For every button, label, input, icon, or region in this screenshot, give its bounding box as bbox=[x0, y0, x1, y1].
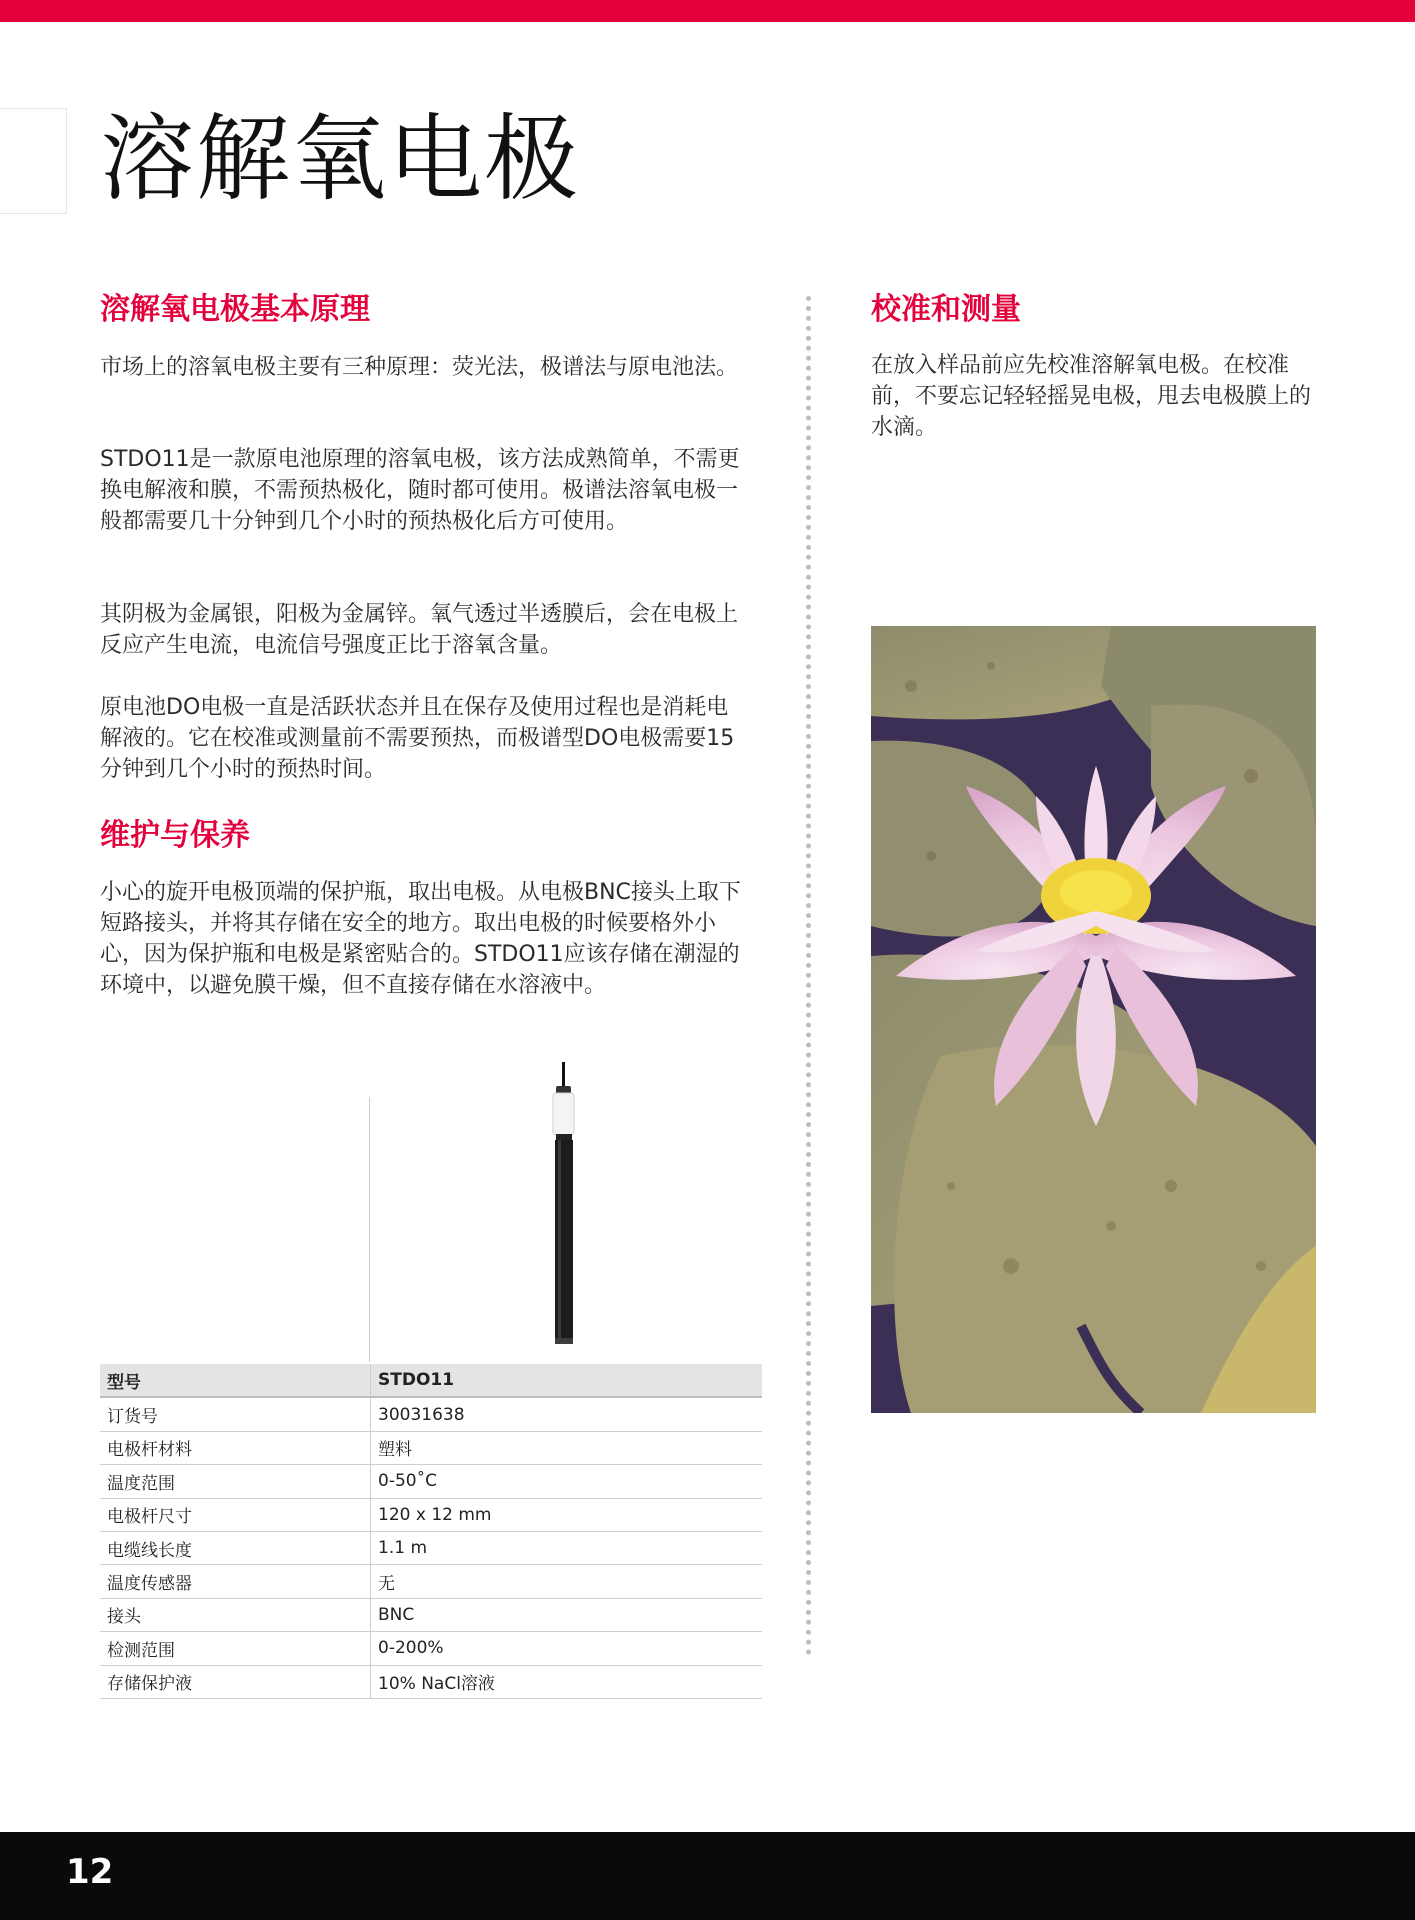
principle-paragraph-4: 原电池DO电极一直是活跃状态并且在保存及使用过程也是消耗电解液的。它在校准或测量前不需要预热，而极谱型DO电极需要15分钟到几个小时的预热时间。 bbox=[100, 695, 735, 782]
electrode-product-image bbox=[100, 1060, 762, 1362]
spec-value: 30031638 bbox=[371, 1397, 763, 1431]
spec-label: 接头 bbox=[100, 1598, 371, 1631]
spec-value: 塑料 bbox=[371, 1431, 763, 1464]
table-row bbox=[100, 1431, 762, 1464]
spec-value: 0-200% bbox=[371, 1632, 763, 1665]
table-row bbox=[100, 1565, 762, 1598]
page-number: 12 bbox=[66, 1852, 114, 1892]
table-row bbox=[100, 1632, 762, 1665]
spec-label: 电极杆材料 bbox=[100, 1431, 371, 1464]
spec-value: 0-50˚C bbox=[371, 1465, 763, 1498]
spec-table bbox=[100, 1364, 762, 1699]
spec-label: 检测范围 bbox=[100, 1632, 371, 1665]
principle-paragraph-1: 市场上的溶氧电极主要有三种原理：荧光法，极谱法与原电池法。 bbox=[100, 355, 739, 380]
spec-header-label: 型号 bbox=[100, 1364, 371, 1397]
spec-value: 10% NaCl溶液 bbox=[371, 1665, 763, 1698]
spec-table-header bbox=[100, 1364, 762, 1397]
water-lily-photo bbox=[871, 626, 1316, 1413]
table-row bbox=[100, 1531, 762, 1564]
table-row bbox=[100, 1498, 762, 1531]
table-row bbox=[100, 1465, 762, 1498]
spec-value: 1.1 m bbox=[371, 1531, 763, 1564]
maintenance-paragraph: 小心的旋开电极顶端的保护瓶，取出电极。从电极BNC接头上取下短路接头，并将其存储在安全的地方。取出电极的时候要格外小心，因为保护瓶和电极是紧密贴合的。STDO11应该存储在潮湿的环境中，以避免膜干燥，但不直接存储在水溶液中。 bbox=[100, 880, 741, 998]
table-row bbox=[100, 1598, 762, 1631]
principle-paragraph-3: 其阴极为金属银，阳极为金属锌。氧气透过半透膜后，会在电极上反应产生电流，电流信号强度正比于溶氧含量。 bbox=[100, 602, 739, 658]
spec-label: 电极杆尺寸 bbox=[100, 1498, 371, 1531]
calibration-heading: 校准和测量 bbox=[871, 292, 1021, 327]
column-divider bbox=[806, 296, 811, 1656]
principle-heading: 溶解氧电极基本原理 bbox=[100, 292, 370, 327]
spec-label: 存储保护液 bbox=[100, 1665, 371, 1698]
spec-value: 120 x 12 mm bbox=[371, 1498, 763, 1531]
top-accent-bar bbox=[0, 0, 1415, 22]
page-tab-marker bbox=[0, 108, 67, 214]
spec-label: 温度传感器 bbox=[100, 1565, 371, 1598]
spec-label: 电缆线长度 bbox=[100, 1531, 371, 1564]
table-row bbox=[100, 1397, 762, 1431]
page-title: 溶解氧电极 bbox=[100, 105, 581, 214]
spec-label: 订货号 bbox=[100, 1397, 371, 1431]
table-row bbox=[100, 1665, 762, 1698]
spec-value: BNC bbox=[371, 1598, 763, 1631]
principle-paragraph-2: STDO11是一款原电池原理的溶氧电极，该方法成熟简单，不需更换电解液和膜，不需预热极化，随时都可使用。极谱法溶氧电极一般都需要几十分钟到几个小时的预热极化后方可使用。 bbox=[100, 447, 740, 534]
spec-header-value: STDO11 bbox=[371, 1364, 763, 1397]
maintenance-heading: 维护与保养 bbox=[100, 818, 250, 853]
spec-value: 无 bbox=[371, 1565, 763, 1598]
footer-bar bbox=[0, 1832, 1415, 1920]
spec-label: 温度范围 bbox=[100, 1465, 371, 1498]
calibration-paragraph: 在放入样品前应先校准溶解氧电极。在校准前，不要忘记轻轻摇晃电极，甩去电极膜上的水滴。 bbox=[871, 353, 1312, 440]
